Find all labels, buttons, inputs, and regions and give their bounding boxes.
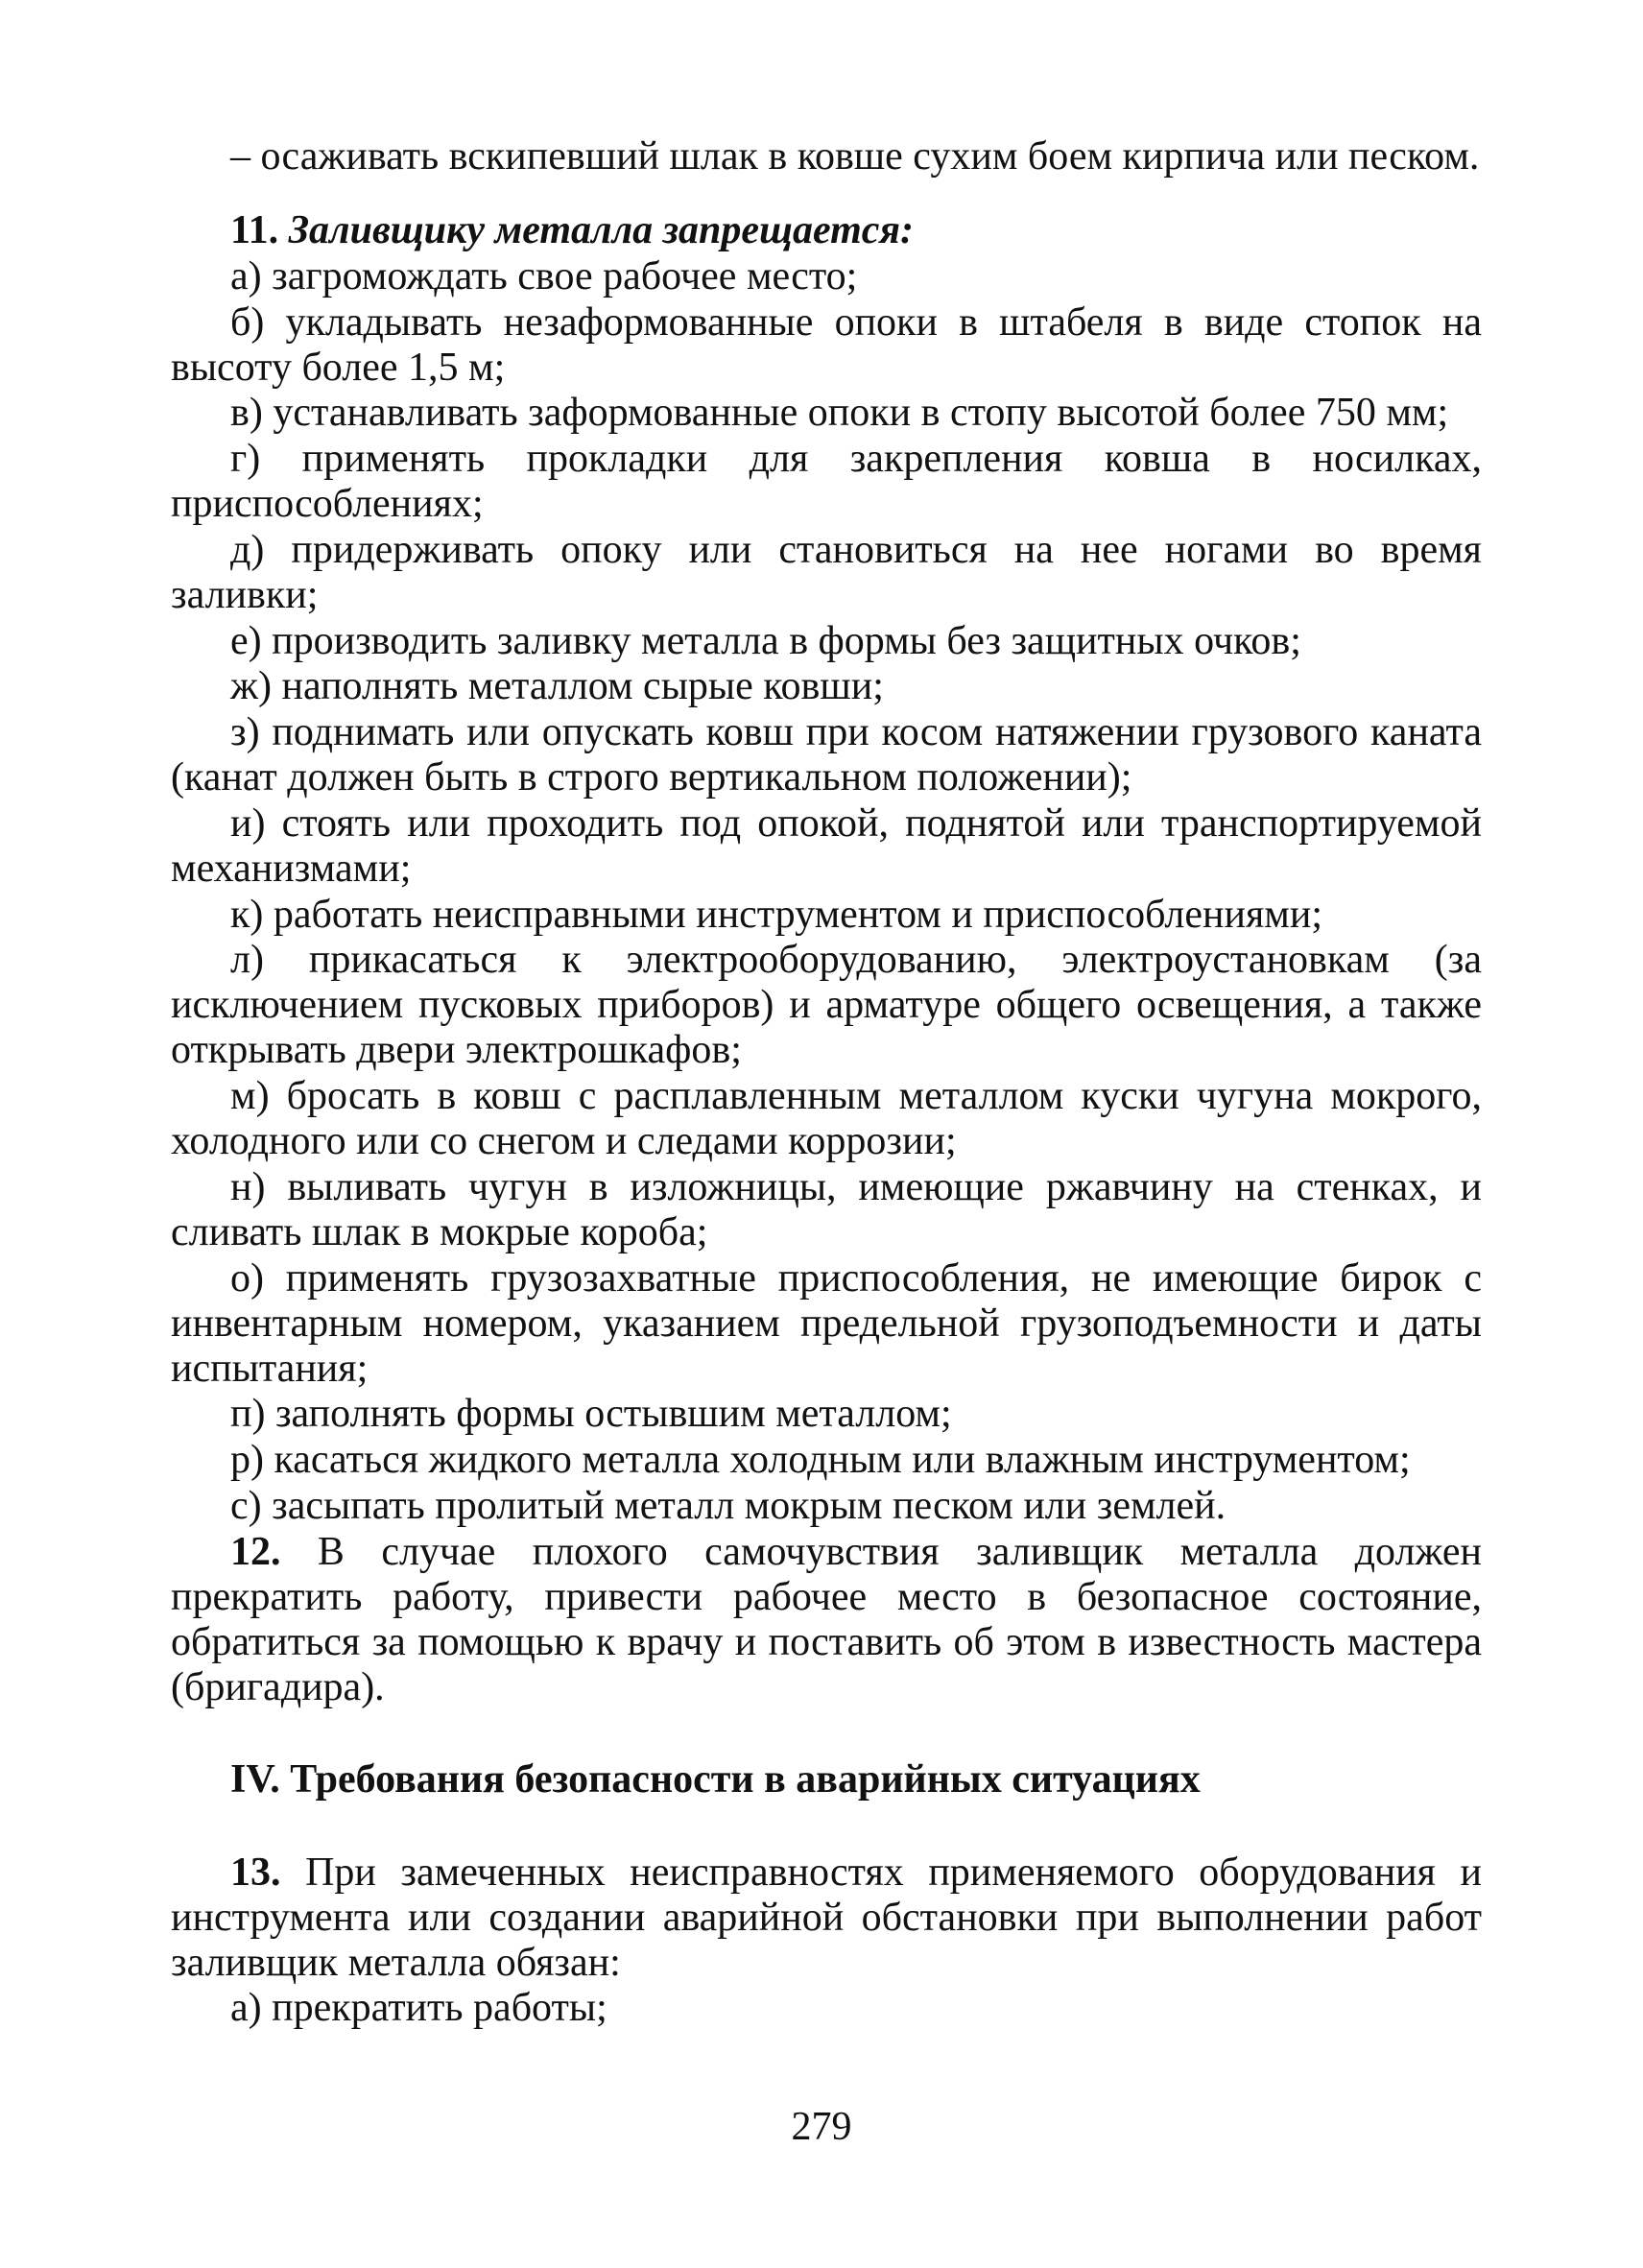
list-item: м) бросать в ковш с расплавленным металлом куски чугуна мокрого, холодного или со снегом и следами коррозии; [171, 1074, 1482, 1163]
list-item: л) прикасаться к электрооборудованию, электроустановкам (за исключением пусковых приборов) и арматуре общего освещения, а также открывать двери электрошкафов; [171, 938, 1482, 1073]
intro-paragraph: – осаживать вскипевший шлак в ковше сухим боем кирпича или песком. [230, 134, 1480, 179]
list-item: г) применять прокладки для закрепления ковша в носилках, приспособлениях; [171, 437, 1482, 526]
list-item: в) устанавливать заформованные опоки в стопу высотой более 750 мм; [230, 391, 1449, 436]
list-item: п) заполнять формы остывшим металлом; [230, 1392, 952, 1437]
list-item: р) касаться жидкого металла холодным или влажным инструментом; [230, 1438, 1411, 1482]
item-13-number: 13. [230, 1850, 281, 1895]
page-number: 279 [791, 2105, 852, 2149]
list-item: д) придерживать опоку или становиться на нее ногами во время заливки; [171, 527, 1482, 617]
item-12-text: В случае плохого самочувствия заливщик металла должен прекратить работу, привести рабочее место в безопасное состояние, обратиться за помощью к врачу и поставить об этом в известность мастера (бригадира). [171, 1529, 1483, 1709]
item-12-number: 12. [230, 1529, 281, 1574]
list-item: а) загромождать свое рабочее место; [230, 253, 858, 298]
list-item: к) работать неисправными инструментом и приспособлениями; [230, 892, 1322, 937]
item-11-heading [171, 208, 1482, 253]
item-12-paragraph [171, 1530, 1482, 1710]
list-item: с) засыпать пролитый металл мокрым песком или землей. [230, 1483, 1226, 1528]
list-item: б) укладывать незаформованные опоки в штабеля в виде стопок на высоту более 1,5 м; [171, 299, 1482, 390]
section-heading: IV. Требования безопасности в аварийных ситуациях [230, 1756, 1201, 1802]
item-13-paragraph [171, 1850, 1482, 1986]
list-item: о) применять грузозахватные приспособления, не имеющие бирок с инвентарным номером, указанием предельной грузоподъемности и даты испытания; [171, 1255, 1482, 1391]
list-item: е) производить заливку металла в формы без защитных очков; [230, 618, 1301, 663]
page-body [171, 134, 1482, 2032]
list-item: з) поднимать или опускать ковш при косом натяжении грузового каната (канат должен быть в строго вертикальном положении); [171, 710, 1482, 800]
list-item: а) прекратить работы; [230, 1986, 607, 2031]
item-13-text: При замеченных неисправностях применяемого оборудования и инструмента или создании аварийной обстановки при выполнении работ заливщик металла обязан: [171, 1850, 1483, 1985]
item-11-number: 11. [230, 208, 279, 252]
list-item: н) выливать чугун в изложницы, имеющие ржавчину на стенках, и сливать шлак в мокрые короба; [171, 1164, 1482, 1254]
list-item: ж) наполнять металлом сырые ковши; [230, 664, 884, 709]
list-item: и) стоять или проходить под опокой, поднятой или транспортируемой механизмами; [171, 800, 1482, 891]
item-11-title: Заливщику металла запрещается: [288, 208, 915, 252]
